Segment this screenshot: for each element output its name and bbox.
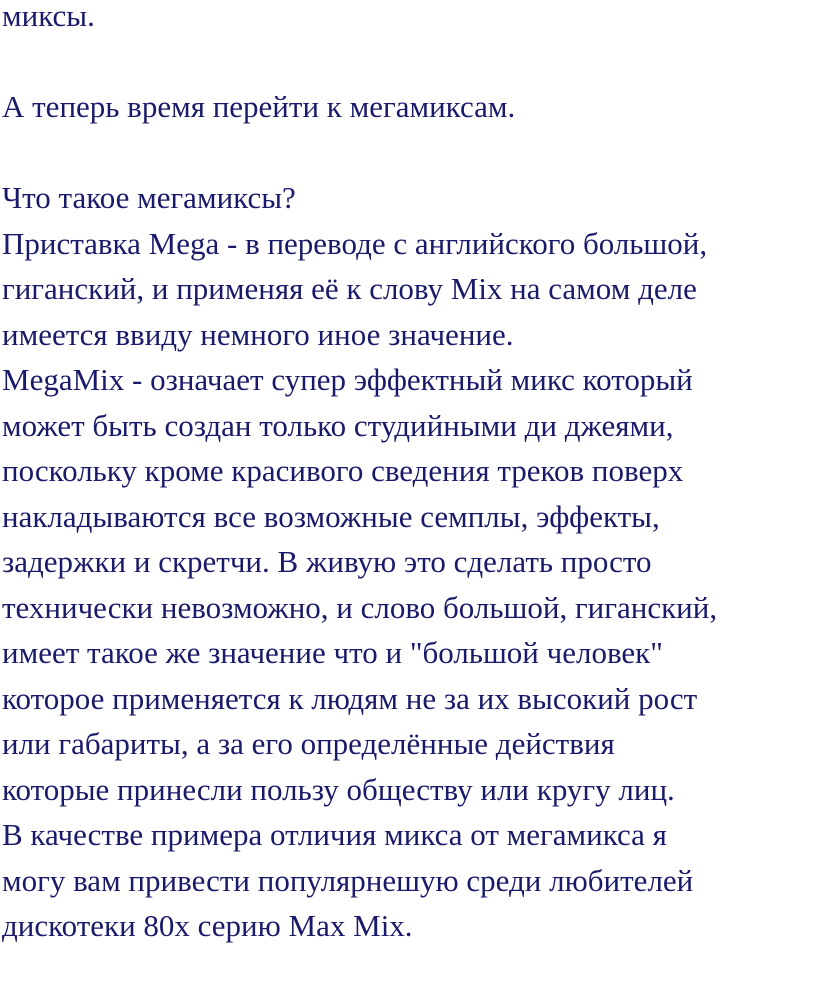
text-line: имеется ввиду немного иное значение. [2,316,514,352]
section-question: Что такое мегамиксы? [2,180,296,215]
text-line: технически невозможно, и слово большой, гиганский, [2,589,718,625]
text-line: поскольку кроме красивого сведения треков поверх [2,453,684,488]
text-line: задержки и скретчи. В живую это сделать просто [2,544,652,579]
text-line: которые принесли пользу обществу или кругу лиц. [2,771,675,807]
text-line: А теперь время перейти к мегамиксам. [2,89,516,124]
paragraph-spacer [2,130,816,176]
text-line: MegaMix - означает супер эффектный микс который [2,362,693,397]
text-line: может быть создан только студийными ди джеями, [2,407,674,443]
paragraph-spacer [2,39,816,85]
text-line: накладываются все возможные семплы, эффекты, [2,498,660,534]
text-line: которое применяется к людям не за их высокий рост [2,680,698,716]
text-line: имеет такое же значение что и "большой человек" [2,635,663,670]
text-line: В качестве примера отличия микса от мегамикса я [2,817,667,852]
text-line: миксы. [2,0,95,33]
document-body [2,0,816,949]
text-line: могу вам привести популярнешую среди любителей [2,862,694,898]
text-line: дискотеки 80х серию Max Mix. [2,908,413,943]
text-line: или габариты, а за его определённые действия [2,726,615,761]
text-line: гиганский, и применяя её к слову Mix на самом деле [2,271,697,306]
text-line: Приставка Mega - в переводе с английского большой, [2,225,708,261]
